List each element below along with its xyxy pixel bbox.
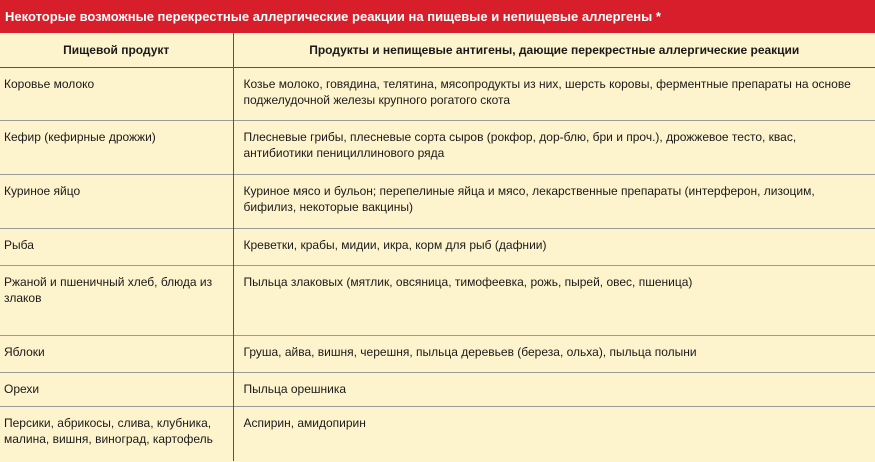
reactions-cell: Пыльца злаковых (мятлик, овсяница, тимофеевка, рожь, пырей, овес, пшеница) — [233, 266, 875, 336]
reactions-cell: Куриное мясо и бульон; перепелиные яйца и мясо, лекарственные препараты (интерферон, лизоцим, бифилиз, некоторые вакцины) — [233, 175, 875, 229]
table-row — [0, 373, 875, 407]
food-cell: Рыба — [0, 229, 233, 266]
food-cell: Яблоки — [0, 336, 233, 373]
header-food: Пищевой продукт — [0, 33, 233, 68]
reactions-cell: Плесневые грибы, плесневые сорта сыров (рокфор, дор-блю, бри и проч.), дрожжевое тесто, квас, антибиотики пенициллинового ряда — [233, 121, 875, 175]
table-row — [0, 175, 875, 229]
food-cell: Коровье молоко — [0, 68, 233, 121]
header-reactions: Продукты и непищевые антигены, дающие перекрестные аллергические реакции — [233, 33, 875, 68]
table-row — [0, 229, 875, 266]
reactions-cell: Аспирин, амидопирин — [233, 407, 875, 461]
food-cell: Орехи — [0, 373, 233, 407]
food-cell: Кефир (кефирные дрожжи) — [0, 121, 233, 175]
reactions-cell: Груша, айва, вишня, черешня, пыльца деревьев (береза, ольха), пыльца полыни — [233, 336, 875, 373]
table-row — [0, 121, 875, 175]
table-row — [0, 336, 875, 373]
food-cell: Ржаной и пшеничный хлеб, блюда из злаков — [0, 266, 233, 336]
table-row — [0, 266, 875, 336]
table-row — [0, 68, 875, 121]
table-title: Некоторые возможные перекрестные аллергические реакции на пищевые и непищевые аллергены * — [0, 0, 875, 33]
food-cell: Персики, абрикосы, слива, клубника, малина, вишня, виноград, картофель — [0, 407, 233, 461]
table-header-row — [0, 33, 875, 68]
food-cell: Куриное яйцо — [0, 175, 233, 229]
reactions-cell: Козье молоко, говядина, телятина, мясопродукты из них, шерсть коровы, ферментные препараты на основе поджелудочной железы крупного рогатого скота — [243, 77, 851, 107]
reactions-cell: Пыльца орешника — [233, 373, 875, 407]
allergy-table — [0, 33, 875, 461]
reactions-cell: Креветки, крабы, мидии, икра, корм для рыб (дафнии) — [233, 229, 875, 266]
table-row — [0, 407, 875, 461]
